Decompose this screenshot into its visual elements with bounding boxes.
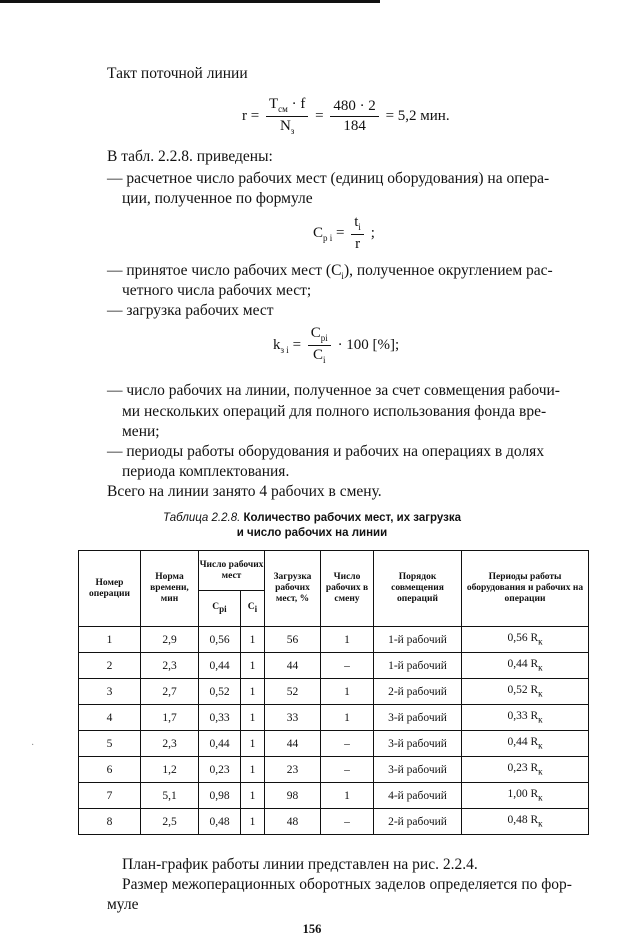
header-ci: $C_i$ (241, 591, 265, 627)
table-caption: Таблица 2.2.8. Количество рабочих мест, их загрузка и число рабочих на линии (162, 512, 462, 539)
table-row (79, 809, 589, 835)
size-paragraph-line2: муле (107, 896, 139, 913)
cell-load: 56 (265, 627, 321, 653)
workplaces-table (78, 550, 589, 835)
table-row (79, 705, 589, 731)
cell-load: 44 (265, 731, 321, 757)
cell-order: 3-й рабочий (374, 731, 462, 757)
cell-ci: 1 (241, 783, 265, 809)
cell-period: 0,44 $R_к$ (462, 731, 589, 757)
list-item-5-line2: периода комплектования. (122, 463, 290, 480)
cell-period: 0,48 $R_к$ (462, 809, 589, 835)
cell-load: 23 (265, 757, 321, 783)
cell-period: 1,00 $R_к$ (462, 783, 589, 809)
cell-ci: 1 (241, 757, 265, 783)
cell-num: 5 (79, 731, 141, 757)
list-item-4-line1: — число рабочих на линии, полученное за счет совмещения рабочи- (107, 382, 560, 399)
cell-workers: 1 (321, 679, 374, 705)
cell-period: 0,44 $R_к$ (462, 653, 589, 679)
formula-k: $k_{з i}$ = $\frac{C_{pi}}{C_i}$ · 100 [%]; (273, 325, 400, 365)
table-intro: В табл. 2.2.8. приведены: (107, 148, 273, 165)
list-item-4-line3: мени; (122, 423, 160, 440)
header-workplaces: Число рабочих мест (199, 551, 265, 591)
cell-norm: 5,1 (141, 783, 199, 809)
cell-cp: 0,44 (199, 731, 241, 757)
cell-cp: 0,48 (199, 809, 241, 835)
cell-load: 52 (265, 679, 321, 705)
scan-mark: · (31, 740, 35, 751)
cell-cp: 0,33 (199, 705, 241, 731)
list-item-5-line1: — периоды работы оборудования и рабочих на операциях в долях (107, 443, 545, 460)
cell-load: 48 (265, 809, 321, 835)
cell-num: 3 (79, 679, 141, 705)
cell-norm: 2,7 (141, 679, 199, 705)
cell-norm: 2,5 (141, 809, 199, 835)
list-item-1-line2: ции, полученное по формуле (122, 190, 313, 207)
cell-cp: 0,56 (199, 627, 241, 653)
cell-workers: – (321, 757, 374, 783)
cell-norm: 2,3 (141, 653, 199, 679)
cell-workers: – (321, 653, 374, 679)
workers-total: Всего на линии занято 4 рабочих в смену. (107, 483, 382, 500)
cell-order: 3-й рабочий (374, 757, 462, 783)
cell-num: 8 (79, 809, 141, 835)
cell-workers: 1 (321, 627, 374, 653)
size-paragraph-line1: Размер межоперационных оборотных заделов определяется по фор- (122, 876, 572, 893)
table-row (79, 679, 589, 705)
header-order: Порядок совмещения операций (374, 551, 462, 627)
cell-workers: 1 (321, 705, 374, 731)
cell-period: 0,56 $R_к$ (462, 627, 589, 653)
cell-norm: 2,9 (141, 627, 199, 653)
cell-workers: – (321, 809, 374, 835)
cell-num: 6 (79, 757, 141, 783)
cell-ci: 1 (241, 705, 265, 731)
cell-cp: 0,52 (199, 679, 241, 705)
cell-norm: 1,2 (141, 757, 199, 783)
list-item-2-line1: — принятое число рабочих мест $(C_i)$, полученное округлением рас- (107, 262, 553, 282)
cell-order: 2-й рабочий (374, 809, 462, 835)
formula-cp: $C_{p i}$ = $\frac{t_i}{r}$ ; (313, 214, 375, 252)
header-cp: $C_{pi}$ (199, 591, 241, 627)
header-periods: Периоды работы оборудования и рабочих на операции (462, 551, 589, 627)
cell-num: 4 (79, 705, 141, 731)
cell-cp: 0,44 (199, 653, 241, 679)
formula-takt: r = $\frac{T_{см} \cdot f}{N_з}$ = $\frac{480 \cdot 2}{184}$ = 5,2 мин. (242, 96, 450, 136)
table-row (79, 627, 589, 653)
list-item-3: — загрузка рабочих мест (107, 302, 274, 319)
plan-paragraph: План-график работы линии представлен на рис. 2.2.4. (122, 856, 478, 873)
cell-order: 4-й рабочий (374, 783, 462, 809)
cell-cp: 0,98 (199, 783, 241, 809)
header-workers: Число рабочих в смену (321, 551, 374, 627)
cell-ci: 1 (241, 627, 265, 653)
cell-period: 0,52 $R_к$ (462, 679, 589, 705)
header-rule (0, 0, 380, 3)
page-number: 156 (302, 922, 322, 936)
table-row (79, 757, 589, 783)
cell-load: 44 (265, 653, 321, 679)
cell-load: 98 (265, 783, 321, 809)
cell-norm: 1,7 (141, 705, 199, 731)
header-load: Загрузка рабочих мест, % (265, 551, 321, 627)
cell-norm: 2,3 (141, 731, 199, 757)
cell-workers: 1 (321, 783, 374, 809)
cell-load: 33 (265, 705, 321, 731)
cell-num: 1 (79, 627, 141, 653)
cell-num: 7 (79, 783, 141, 809)
cell-period: 0,23 $R_к$ (462, 757, 589, 783)
table-row (79, 653, 589, 679)
cell-order: 2-й рабочий (374, 679, 462, 705)
cell-order: 3-й рабочий (374, 705, 462, 731)
table-row (79, 731, 589, 757)
list-item-2-line2: четного числа рабочих мест; (122, 282, 312, 299)
cell-ci: 1 (241, 809, 265, 835)
table-row (79, 783, 589, 809)
header-op-number: Номер операции (79, 551, 141, 627)
cell-order: 1-й рабочий (374, 653, 462, 679)
header-norm-time: Норма времени, мин (141, 551, 199, 627)
cell-order: 1-й рабочий (374, 627, 462, 653)
cell-ci: 1 (241, 679, 265, 705)
cell-period: 0,33 $R_к$ (462, 705, 589, 731)
cell-cp: 0,23 (199, 757, 241, 783)
cell-ci: 1 (241, 653, 265, 679)
list-item-1-line1: — расчетное число рабочих мест (единиц оборудования) на опера- (107, 170, 550, 187)
cell-ci: 1 (241, 731, 265, 757)
cell-num: 2 (79, 653, 141, 679)
list-item-4-line2: ми нескольких операций для полного использования фонда вре- (122, 403, 547, 420)
takt-intro: Такт поточной линии (107, 65, 248, 82)
cell-workers: – (321, 731, 374, 757)
